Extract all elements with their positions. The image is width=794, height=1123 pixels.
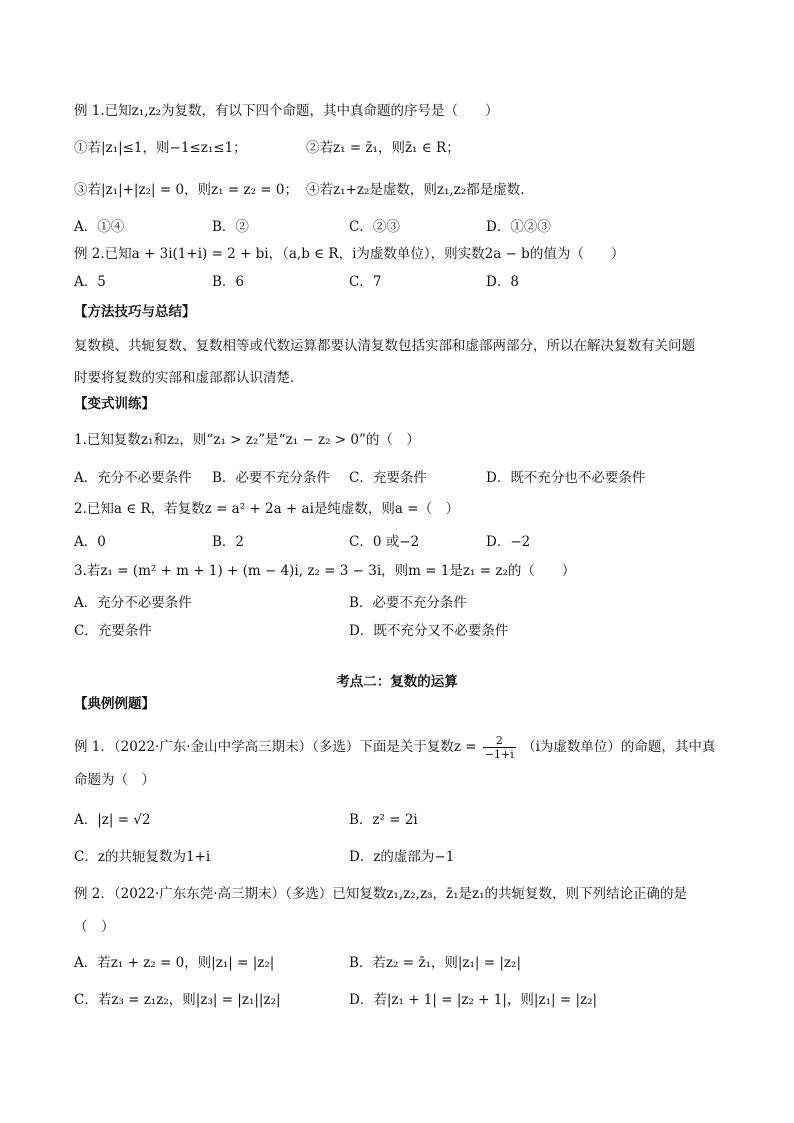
s2-ex1-stem-line-2: 命题为（ ） bbox=[74, 772, 155, 788]
ex1-option-c: C．②③ bbox=[349, 219, 400, 235]
section-2-example-1-stem bbox=[74, 734, 715, 761]
ex1-option-b: B．② bbox=[212, 219, 249, 235]
method-heading: 【方法技巧与总结】 bbox=[74, 304, 196, 320]
q3-option-d: D．既不充分又不必要条件 bbox=[349, 623, 509, 639]
s2-ex1-stem-pre: 例 1．（2022·广东·金山中学高三期末）（多选）下面是关于复数z = bbox=[74, 739, 477, 755]
example-1-stem: 例 1.已知z₁,z₂为复数，有以下四个命题，其中真命题的序号是（ ） bbox=[74, 103, 499, 119]
method-text-line-2: 时要将复数的实部和虚部都认识清楚． bbox=[74, 370, 304, 386]
proposition-2: ②若z₁ = z̄₁，则z̄₁ ∈ R； bbox=[306, 140, 460, 156]
q3-option-b: B．必要不充分条件 bbox=[349, 595, 467, 611]
s2-ex2-stem-line-2: （ ） bbox=[74, 919, 115, 935]
q2-option-a: A．0 bbox=[74, 534, 106, 550]
q2-option-b: B．2 bbox=[212, 534, 245, 550]
s2-ex1-option-b: B．z² = 2i bbox=[349, 812, 418, 828]
fraction bbox=[483, 734, 516, 761]
q1-option-a: A．充分不必要条件 bbox=[74, 470, 192, 486]
s2-ex1-stem-post: （i为虚数单位）的命题，其中真 bbox=[522, 739, 716, 755]
fraction-numerator: 2 bbox=[483, 734, 516, 748]
practice-q1-stem: 1.已知复数z₁和z₂，则“z₁ > z₂”是“z₁ − z₂ > 0”的（ ） bbox=[74, 432, 420, 448]
ex1-option-a: A．①④ bbox=[74, 219, 125, 235]
method-text-line-1: 复数模、共轭复数、复数相等或代数运算都要认清复数包括实部和虚部两部分，所以在解决复数有关问题 bbox=[74, 338, 695, 354]
q2-option-d: D．−2 bbox=[486, 534, 531, 550]
s2-ex2-option-a: A．若z₁ + z₂ = 0，则|z₁| = |z₂| bbox=[74, 955, 275, 971]
section-2-example-2-stem: 例 2．（2022·广东东莞·高三期末）（多选）已知复数z₁,z₂,z₃，z̄₁是z₁的共轭复数，则下列结论正确的是 bbox=[74, 886, 688, 902]
s2-ex2-option-b: B．若z₂ = z̄₁，则|z₁| = |z₂| bbox=[349, 955, 521, 971]
q1-option-d: D．既不充分也不必要条件 bbox=[486, 470, 646, 486]
s2-ex2-option-d: D．若|z₁ + 1| = |z₂ + 1|，则|z₁| = |z₂| bbox=[349, 992, 598, 1008]
s2-ex1-option-d: D．z的虚部为−1 bbox=[349, 849, 455, 865]
ex2-option-b: B．6 bbox=[212, 274, 245, 290]
proposition-3: ③若|z₁|+|z₂| = 0，则z₁ = z₂ = 0； bbox=[74, 182, 298, 198]
fraction-denominator: −1+i bbox=[484, 748, 514, 761]
q1-option-b: B．必要不充分条件 bbox=[212, 470, 330, 486]
section-2-heading: 【典例例题】 bbox=[74, 696, 155, 712]
ex2-option-a: A．5 bbox=[74, 274, 106, 290]
q3-option-c: C．充要条件 bbox=[74, 623, 152, 639]
ex2-option-d: D．8 bbox=[486, 274, 519, 290]
proposition-4: ④若z₁+z₂是虚数，则z₁,z₂都是虚数. bbox=[306, 182, 525, 198]
s2-ex2-option-c: C．若z₃ = z₁z₂，则|z₃| = |z₁||z₂| bbox=[74, 992, 281, 1008]
section-2-title: 考点二：复数的运算 bbox=[336, 674, 458, 690]
practice-q3-stem: 3.若z₁ = (m² + m + 1) + (m − 4)i, z₂ = 3 − 3i，则m = 1是z₁ = z₂的（ ） bbox=[74, 563, 576, 579]
q3-option-a: A．充分不必要条件 bbox=[74, 595, 192, 611]
q1-option-c: C．充要条件 bbox=[349, 470, 427, 486]
practice-q2-stem: 2.已知a ∈ R，若复数z = a² + 2a + ai是纯虚数，则a =（ ） bbox=[74, 501, 460, 517]
ex2-option-c: C．7 bbox=[349, 274, 382, 290]
example-2-stem: 例 2.已知a + 3i(1+i) = 2 + bi，（a,b ∈ R，i为虚数单位），则实数2a − b的值为（ ） bbox=[74, 246, 625, 262]
q2-option-c: C．0 或−2 bbox=[349, 534, 420, 550]
s2-ex1-option-a: A．|z| = √2 bbox=[74, 812, 151, 828]
practice-heading: 【变式训练】 bbox=[74, 396, 155, 412]
proposition-1: ①若|z₁|≤1，则−1≤z₁≤1； bbox=[74, 140, 247, 156]
s2-ex1-option-c: C．z的共轭复数为1+i bbox=[74, 849, 211, 865]
ex1-option-d: D．①②③ bbox=[486, 219, 551, 235]
